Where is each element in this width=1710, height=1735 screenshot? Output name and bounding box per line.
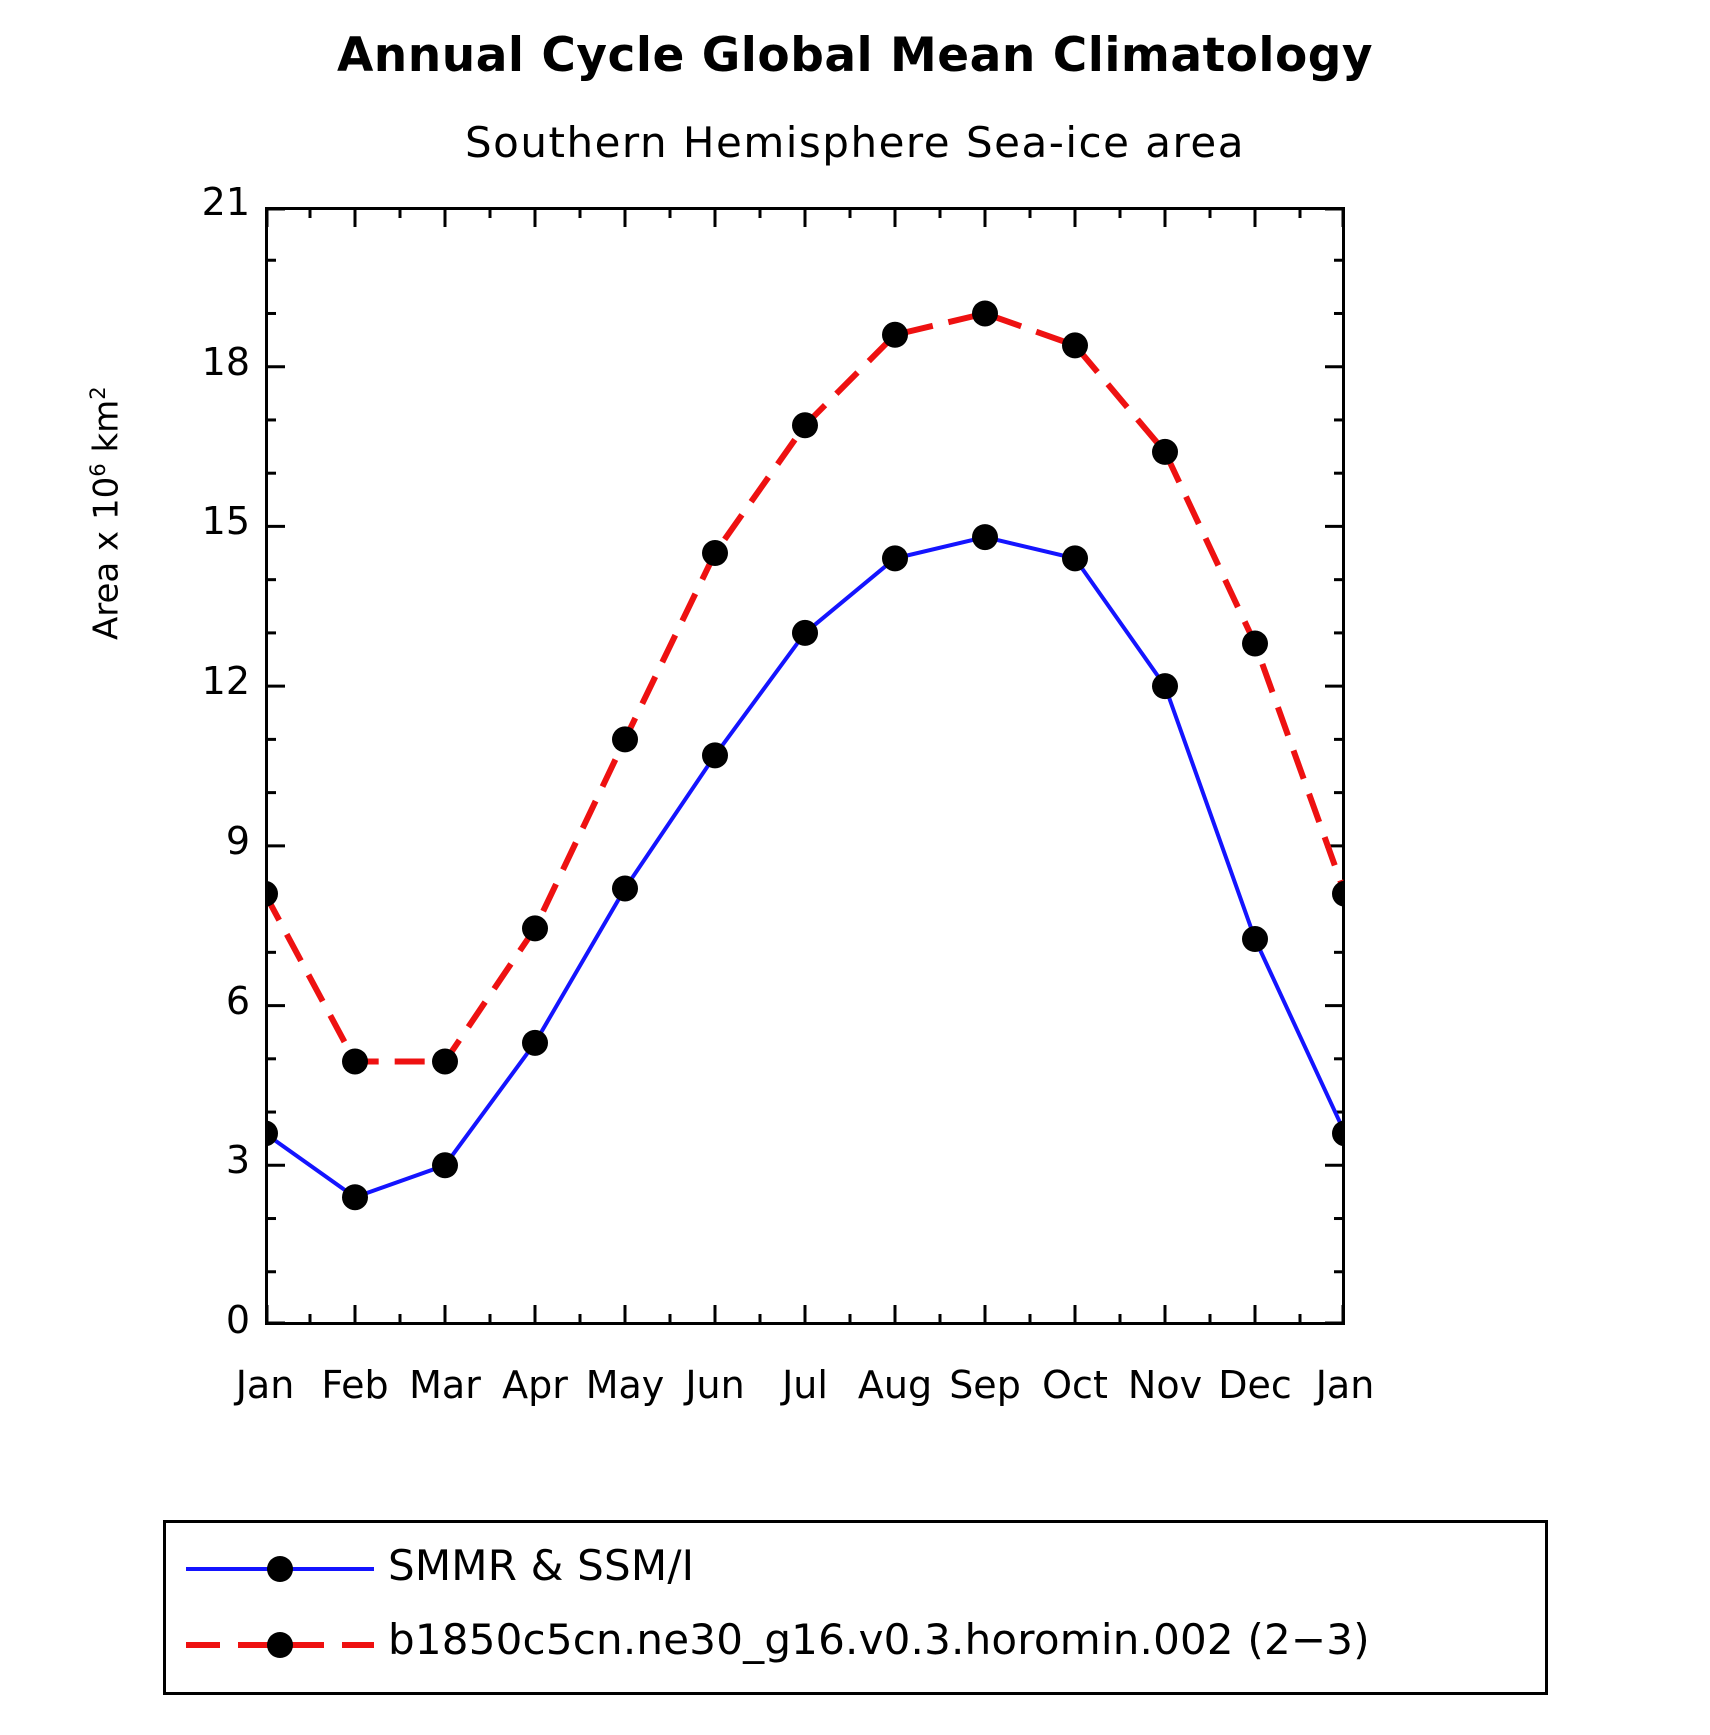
series-marker-1 (432, 1048, 458, 1074)
x-tick-label: Nov (1127, 1363, 1203, 1407)
x-tick-label: Mar (409, 1363, 481, 1407)
x-tick-label: May (585, 1363, 665, 1407)
data-series (265, 300, 1345, 1210)
y-tick-label: 21 (201, 180, 250, 224)
series-marker-1 (1152, 439, 1178, 465)
series-marker-1 (265, 881, 278, 907)
series-marker-0 (522, 1030, 548, 1056)
x-tick-label: Oct (1042, 1363, 1108, 1407)
series-marker-1 (792, 412, 818, 438)
series-marker-1 (522, 915, 548, 941)
x-tick-label: Sep (949, 1363, 1021, 1407)
series-marker-0 (342, 1184, 368, 1210)
chart-subtitle: Southern Hemisphere Sea-ice area (465, 118, 1245, 167)
legend-line-sample-1 (180, 1605, 380, 1687)
legend-label-1: b1850c5cn.ne30_g16.v0.3.horomin.002 (2−3) (388, 1615, 1370, 1664)
plot-frame (267, 209, 1344, 1324)
series-marker-1 (612, 726, 638, 752)
series-marker-0 (1332, 1120, 1345, 1146)
legend (163, 1520, 1548, 1695)
series-marker-0 (1152, 673, 1178, 699)
series-marker-1 (1242, 631, 1268, 657)
x-tick-label: Jan (235, 1363, 295, 1407)
y-tick-label: 18 (201, 339, 250, 384)
series-marker-1 (882, 322, 908, 348)
series-marker-0 (1242, 926, 1268, 952)
legend-line-sample-0 (180, 1523, 380, 1605)
x-tick-label: Dec (1218, 1363, 1292, 1407)
y-axis-label-tail: km (86, 399, 127, 464)
y-tick-label: 12 (201, 659, 250, 704)
series-marker-1 (1062, 332, 1088, 358)
series-marker-0 (792, 620, 818, 646)
y-axis-label-base: Area x 10 (86, 476, 127, 640)
series-marker-0 (702, 742, 728, 768)
x-tick-label: Jun (685, 1363, 745, 1407)
y-axis-label-exponent2: 2 (85, 386, 110, 400)
series-marker-0 (882, 545, 908, 571)
x-tick-label: Jan (1315, 1363, 1375, 1407)
y-tick-label: 6 (225, 978, 250, 1023)
plot-area (265, 207, 1345, 1325)
legend-item-0 (166, 1523, 1545, 1605)
axes (265, 207, 1345, 1325)
series-marker-0 (612, 875, 638, 901)
y-axis-label-exponent: 6 (85, 463, 110, 477)
y-tick-label: 3 (225, 1138, 250, 1183)
series-marker-0 (1062, 545, 1088, 571)
series-marker-0 (972, 524, 998, 550)
y-tick-label: 9 (225, 818, 250, 863)
series-marker-1 (972, 300, 998, 326)
legend-item-1 (166, 1605, 1545, 1687)
page-title: Annual Cycle Global Mean Climatology (336, 28, 1374, 83)
series-marker-0 (432, 1152, 458, 1178)
legend-label-0: SMMR & SSM/I (388, 1541, 695, 1590)
x-tick-label: Aug (857, 1363, 933, 1407)
x-tick-label: Apr (502, 1363, 568, 1407)
y-tick-label: 0 (225, 1298, 250, 1342)
x-tick-label: Feb (321, 1363, 389, 1407)
x-tick-label: Jul (782, 1363, 828, 1407)
plot-svg (265, 207, 1345, 1325)
series-marker-1 (702, 540, 728, 566)
series-marker-1 (1332, 881, 1345, 907)
series-marker-1 (342, 1048, 368, 1074)
y-tick-label: 15 (201, 499, 250, 544)
